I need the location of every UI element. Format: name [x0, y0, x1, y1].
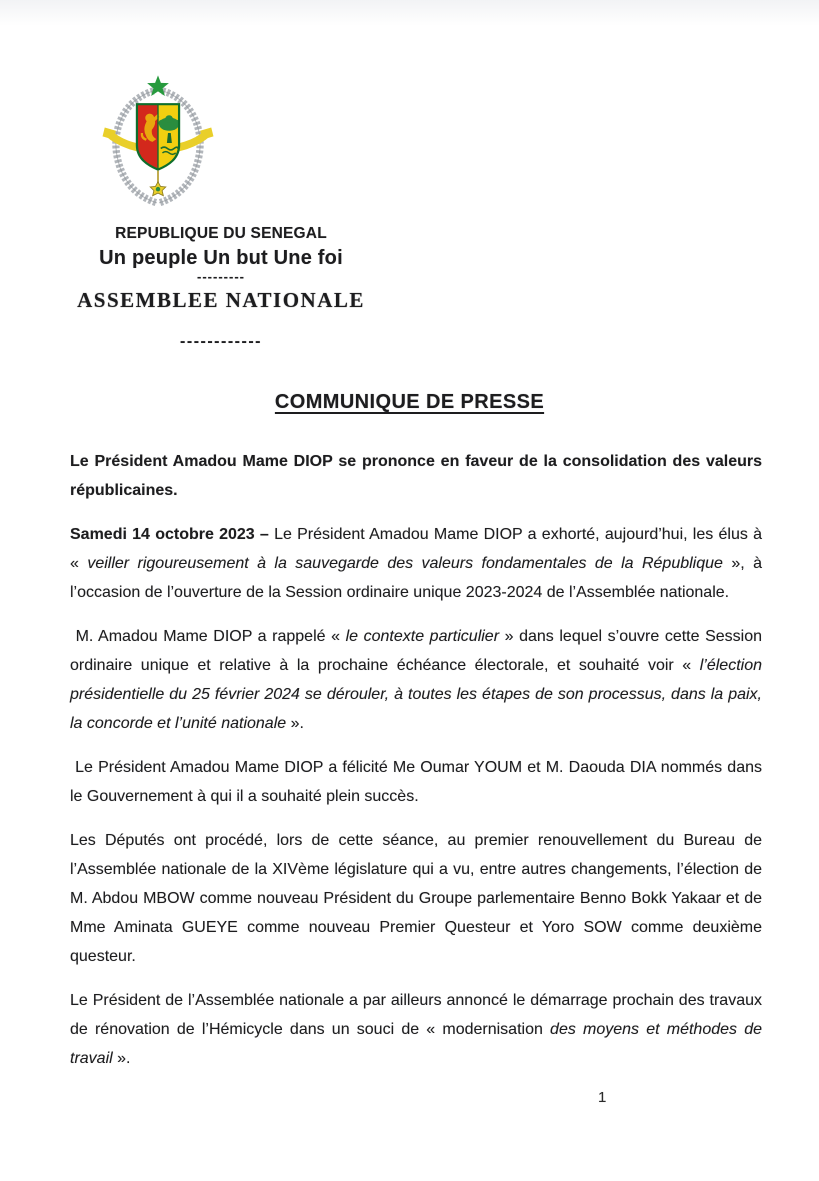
document-header [70, 224, 372, 349]
text-run: Samedi 14 octobre 2023 – [70, 526, 275, 543]
body-paragraph [70, 826, 762, 971]
text-run: Le Président de l’Assemblée nationale a par ailleurs annoncé le démarrage prochain des travaux de rénovation de l’Hémicycle dans un souci de « modernisation [70, 992, 762, 1038]
star-icon [147, 75, 169, 96]
senegal-coat-of-arms-emblem [101, 72, 215, 214]
text-run: ». [112, 1050, 131, 1067]
text-run: » dans lequel s’ouvre cette Session ordinaire unique et relative à la prochaine échéance électorale, et souhaité voir « [70, 628, 763, 674]
national-motto: Un peuple Un but Une foi [99, 247, 343, 269]
body-paragraph [70, 622, 762, 738]
separator-dashes: ------------ [180, 333, 262, 350]
medal-icon [150, 171, 166, 196]
text-run: Les Députés ont procédé, lors de cette séance, au premier renouvellement du Bureau de l’Assemblée nationale de la XIVème législature qui a vu, entre autres changements, l’élection de M. Abdou MBOW comme nouveau Président du Groupe parlementaire Benno Bokk Yakaar et de Mme Aminata GUEYE comme nouveau Premier Questeur et Yoro SOW comme deuxième questeur. [70, 832, 762, 965]
text-run: ». [286, 715, 304, 732]
body-paragraph-lead [70, 447, 762, 505]
text-run: l’élection présidentielle du 25 février 2024 se dérouler, à toutes les étapes de son processus, dans la paix, la concorde et l’unité nationale [70, 657, 762, 732]
shield-icon [137, 104, 180, 169]
text-run: Le Président Amadou Mame DIOP a exhorté, aujourd’hui, les élus à « [70, 526, 762, 572]
institution-name: ASSEMBLEE NATIONALE [77, 288, 365, 312]
coat-of-arms-icon [101, 72, 215, 214]
text-run: Le Président Amadou Mame DIOP a félicité Me Oumar YOUM et M. Daouda DIA nommés dans le Gouvernement à qui il a souhaité plein succès. [70, 759, 762, 805]
text-run: veiller rigoureusement à la sauvegarde des valeurs fondamentales de la République [87, 555, 723, 572]
text-run: M. Amadou Mame DIOP a rappelé « [70, 628, 346, 645]
press-release-title: COMMUNIQUE DE PRESSE [274, 391, 545, 413]
text-run: le contexte particulier [345, 628, 500, 645]
page-number: 1 [598, 1089, 607, 1106]
separator-dashes: --------- [197, 269, 245, 284]
text-run: des moyens et méthodes de travail [70, 1021, 762, 1067]
republic-title: REPUBLIQUE DU SENEGAL [115, 225, 327, 242]
press-release-body [70, 447, 762, 1088]
text-run: », à l’occasion de l’ouverture de la Session ordinaire unique 2023-2024 de l’Assemblée nationale. [70, 555, 762, 601]
body-paragraph [70, 986, 762, 1073]
body-paragraph [70, 520, 762, 607]
body-paragraph [70, 753, 762, 811]
text-run: Le Président Amadou Mame DIOP se prononce en faveur de la consolidation des valeurs républicaines. [70, 453, 762, 499]
scan-shadow-band [0, 0, 819, 26]
